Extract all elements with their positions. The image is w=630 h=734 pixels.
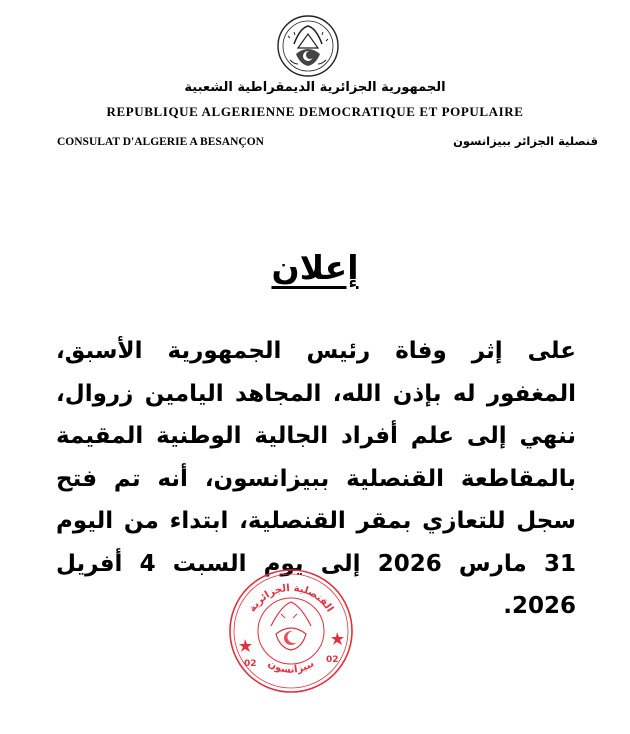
notice-title	[0, 248, 630, 287]
notice-title-text: إعلان	[271, 248, 359, 287]
stamp-top-text: القنصلية الجزائرية	[247, 582, 336, 615]
notice-body: على إثر وفاة رئيس الجمهورية الأسبق، المغفور له بإذن الله، المجاهد اليامين زروال، ننهي إلى علم أفراد الجالية الوطنية المقيمة بالمقاطعة القنصلية ببيزانسون، أنه تم فتح سجل للتعازي بمقر القنصلية، ابتداء من اليوم 31 مارس 2026 إلى يوم السبت 4 أفريل 2026.	[56, 338, 576, 619]
country-name-french: REPUBLIQUE ALGERIENNE DEMOCRATIQUE ET POPULAIRE	[106, 104, 524, 119]
consulate-seal-stamp-icon	[226, 566, 356, 696]
algeria-coat-of-arms-icon	[276, 14, 340, 78]
stamp-bottom-text: ببيزانسون	[265, 658, 317, 676]
consulate-name-arabic: قنصلية الجزائر ببيزانسون	[453, 134, 598, 148]
stamp-number-right: 02	[326, 655, 339, 665]
svg-text:القنصلية الجزائرية	[247, 583, 335, 614]
consulate-name-french: CONSULAT D'ALGERIE A BESANÇON	[57, 136, 264, 148]
svg-text:ببيزانسون	[266, 658, 317, 676]
stamp-number-left: 02	[244, 659, 257, 669]
country-name-arabic: الجمهورية الجزائرية الديمقراطية الشعبية	[184, 80, 446, 95]
